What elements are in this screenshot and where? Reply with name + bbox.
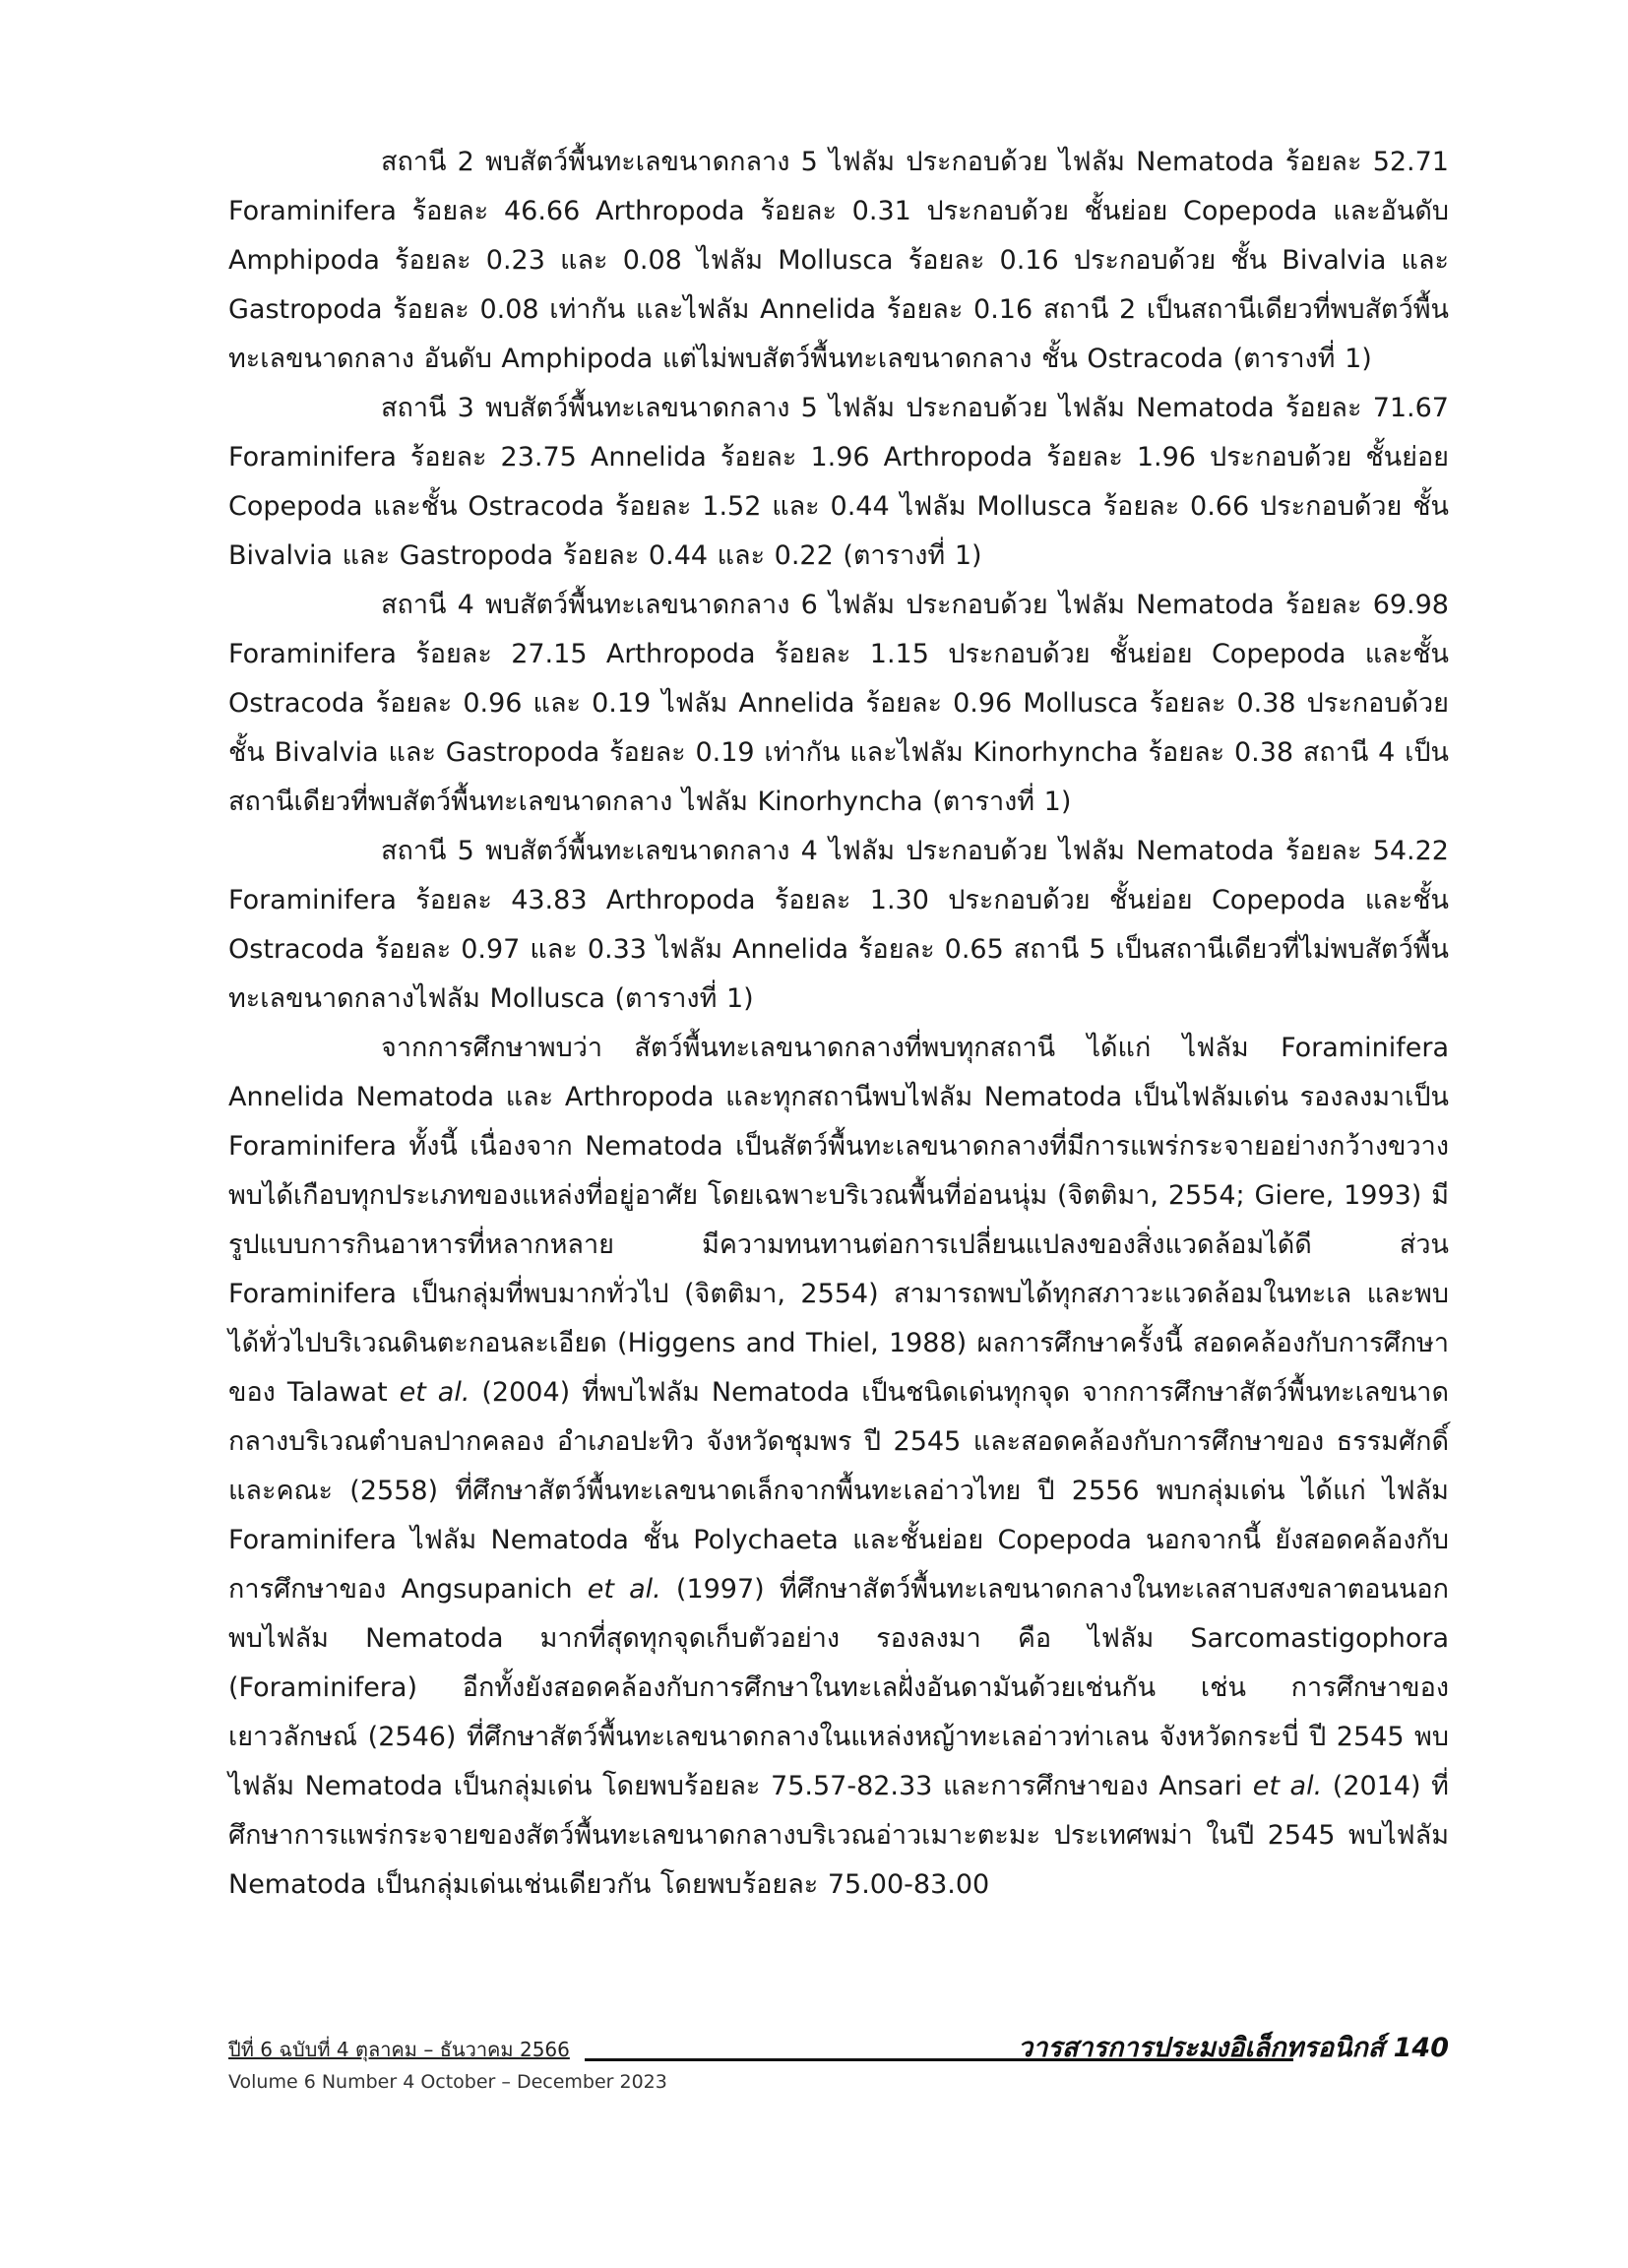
- paragraph-station-4: [228, 581, 1449, 827]
- paragraph-station-3: [228, 384, 1449, 581]
- issue-info-thai: ปีที่ 6 ฉบับที่ 4 ตุลาคม – ธันวาคม 2566: [228, 2038, 570, 2061]
- text-run: (1997) ที่ศึกษาสัตว์พื้นทะเลขนาดกลางในทะเลสาบสงขลาตอนนอก พบไฟลัม Nematoda มากที่สุดทุกจุดเก็บตัวอย่าง รองลงมา คือ ไฟลัม Sarcomastigophora (Foraminifera) อีกทั้งยังสอดคล้องกับการศึกษาในทะเลฝั่งอันดามันด้วยเช่นกัน เช่น การศึกษาของ เยาวลักษณ์ (2546) ที่ศึกษาสัตว์พื้นทะเลขนาดกลางในแหล่งหญ้าทะเลอ่าวท่าเลน จังหวัดกระบี่ ปี 2545 พบไฟลัม Nematoda เป็นกลุ่มเด่น โดยพบร้อยละ 75.57-82.33 และการศึกษาของ Ansari: [228, 1574, 1449, 1801]
- text-run: (2004) ที่พบไฟลัม Nematoda เป็นชนิดเด่นทุกจุด จากการศึกษาสัตว์พื้นทะเลขนาดกลางบริเวณตำบลปากคลอง อำเภอปะทิว จังหวัดชุมพร ปี 2545 และสอดคล้องกับการศึกษาของ ธรรมศักดิ์ และคณะ (2558) ที่ศึกษาสัตว์พื้นทะเลขนาดเล็กจากพื้นทะเลอ่าวไทย ปี 2556 พบกลุ่มเด่น ได้แก่ ไฟลัม Foraminifera ไฟลัม Nematoda ชั้น Polychaeta และชั้นย่อย Copepoda นอกจากนี้ ยังสอดคล้องกับการศึกษาของ Angsupanich: [228, 1377, 1449, 1605]
- text-run: สถานี 5 พบสัตว์พื้นทะเลขนาดกลาง 4 ไฟลัม ประกอบด้วย ไฟลัม Nematoda ร้อยละ 54.22 Foraminifera ร้อยละ 43.83 Arthropoda ร้อยละ 1.30 ประกอบด้วย ชั้นย่อย Copepoda และชั้น Ostracoda ร้อยละ 0.97 และ 0.33 ไฟลัม Annelida ร้อยละ 0.65 สถานี 5 เป็นสถานีเดียวที่ไม่พบสัตว์พื้นทะเลขนาดกลางไฟลัม Mollusca (ตารางที่ 1): [228, 836, 1449, 1014]
- paragraph-station-5: [228, 827, 1449, 1024]
- article-body: [228, 138, 1449, 1910]
- text-run: สถานี 3 พบสัตว์พื้นทะเลขนาดกลาง 5 ไฟลัม ประกอบด้วย ไฟลัม Nematoda ร้อยละ 71.67 Foraminifera ร้อยละ 23.75 Annelida ร้อยละ 1.96 Arthropoda ร้อยละ 1.96 ประกอบด้วย ชั้นย่อย Copepoda และชั้น Ostracoda ร้อยละ 1.52 และ 0.44 ไฟลัม Mollusca ร้อยละ 0.66 ประกอบด้วย ชั้น Bivalvia และ Gastropoda ร้อยละ 0.44 และ 0.22 (ตารางที่ 1): [228, 393, 1449, 571]
- italic-text-run: et al.: [1252, 1771, 1323, 1801]
- page-footer: [228, 2033, 1449, 2105]
- paragraph-discussion: [228, 1024, 1449, 1910]
- text-run: จากการศึกษาพบว่า สัตว์พื้นทะเลขนาดกลางที่พบทุกสถานี ได้แก่ ไฟลัม Foraminifera Annelida Nematoda และ Arthropoda และทุกสถานีพบไฟลัม Nematoda เป็นไฟลัมเด่น รองลงมาเป็น Foraminifera ทั้งนี้ เนื่องจาก Nematoda เป็นสัตว์พื้นทะเลขนาดกลางที่มีการแพร่กระจายอย่างกว้างขวาง พบได้เกือบทุกประเภทของแหล่งที่อยู่อาศัย โดยเฉพาะบริเวณพื้นที่อ่อนนุ่ม (จิตติมา, 2554; Giere, 1993) มีรูปแบบการกินอาหารที่หลากหลาย มีความทนทานต่อการเปลี่ยนแปลงของสิ่งแวดล้อมได้ดี ส่วน Foraminifera เป็นกลุ่มที่พบมากทั่วไป (จิตติมา, 2554) สามารถพบได้ทุกสภาวะแวดล้อมในทะเล และพบได้ทั่วไปบริเวณดินตะกอนละเอียด (Higgens and Thiel, 1988) ผลการศึกษาครั้งนี้ สอดคล้องกับการศึกษาของ Talawat: [228, 1033, 1449, 1408]
- italic-text-run: et al.: [399, 1377, 470, 1408]
- text-run: สถานี 4 พบสัตว์พื้นทะเลขนาดกลาง 6 ไฟลัม ประกอบด้วย ไฟลัม Nematoda ร้อยละ 69.98 Foraminifera ร้อยละ 27.15 Arthropoda ร้อยละ 1.15 ประกอบด้วย ชั้นย่อย Copepoda และชั้น Ostracoda ร้อยละ 0.96 และ 0.19 ไฟลัม Annelida ร้อยละ 0.96 Mollusca ร้อยละ 0.38 ประกอบด้วย ชั้น Bivalvia และ Gastropoda ร้อยละ 0.19 เท่ากัน และไฟลัม Kinorhyncha ร้อยละ 0.38 สถานี 4 เป็นสถานีเดียวที่พบสัตว์พื้นทะเลขนาดกลาง ไฟลัม Kinorhyncha (ตารางที่ 1): [228, 590, 1449, 817]
- italic-text-run: et al.: [587, 1574, 661, 1605]
- issue-info-english: Volume 6 Number 4 October – December 2023: [228, 2071, 667, 2093]
- paragraph-station-2: [228, 138, 1449, 384]
- journal-title-page-number: วารสารการประมงอิเล็กทรอนิกส์ 140: [1018, 2033, 1449, 2063]
- text-run: สถานี 2 พบสัตว์พื้นทะเลขนาดกลาง 5 ไฟลัม ประกอบด้วย ไฟลัม Nematoda ร้อยละ 52.71 Foraminifera ร้อยละ 46.66 Arthropoda ร้อยละ 0.31 ประกอบด้วย ชั้นย่อย Copepoda และอันดับ Amphipoda ร้อยละ 0.23 และ 0.08 ไฟลัม Mollusca ร้อยละ 0.16 ประกอบด้วย ชั้น Bivalvia และ Gastropoda ร้อยละ 0.08 เท่ากัน และไฟลัม Annelida ร้อยละ 0.16 สถานี 2 เป็นสถานีเดียวที่พบสัตว์พื้นทะเลขนาดกลาง อันดับ Amphipoda แต่ไม่พบสัตว์พื้นทะเลขนาดกลาง ชั้น Ostracoda (ตารางที่ 1): [228, 147, 1449, 374]
- text-run: (2014) ที่ศึกษาการแพร่กระจายของสัตว์พื้นทะเลขนาดกลางบริเวณอ่าวเมาะตะมะ ประเทศพม่า ในปี 2545 พบไฟลัม Nematoda เป็นกลุ่มเด่นเช่นเดียวกัน โดยพบร้อยละ 75.00-83.00: [228, 1771, 1449, 1900]
